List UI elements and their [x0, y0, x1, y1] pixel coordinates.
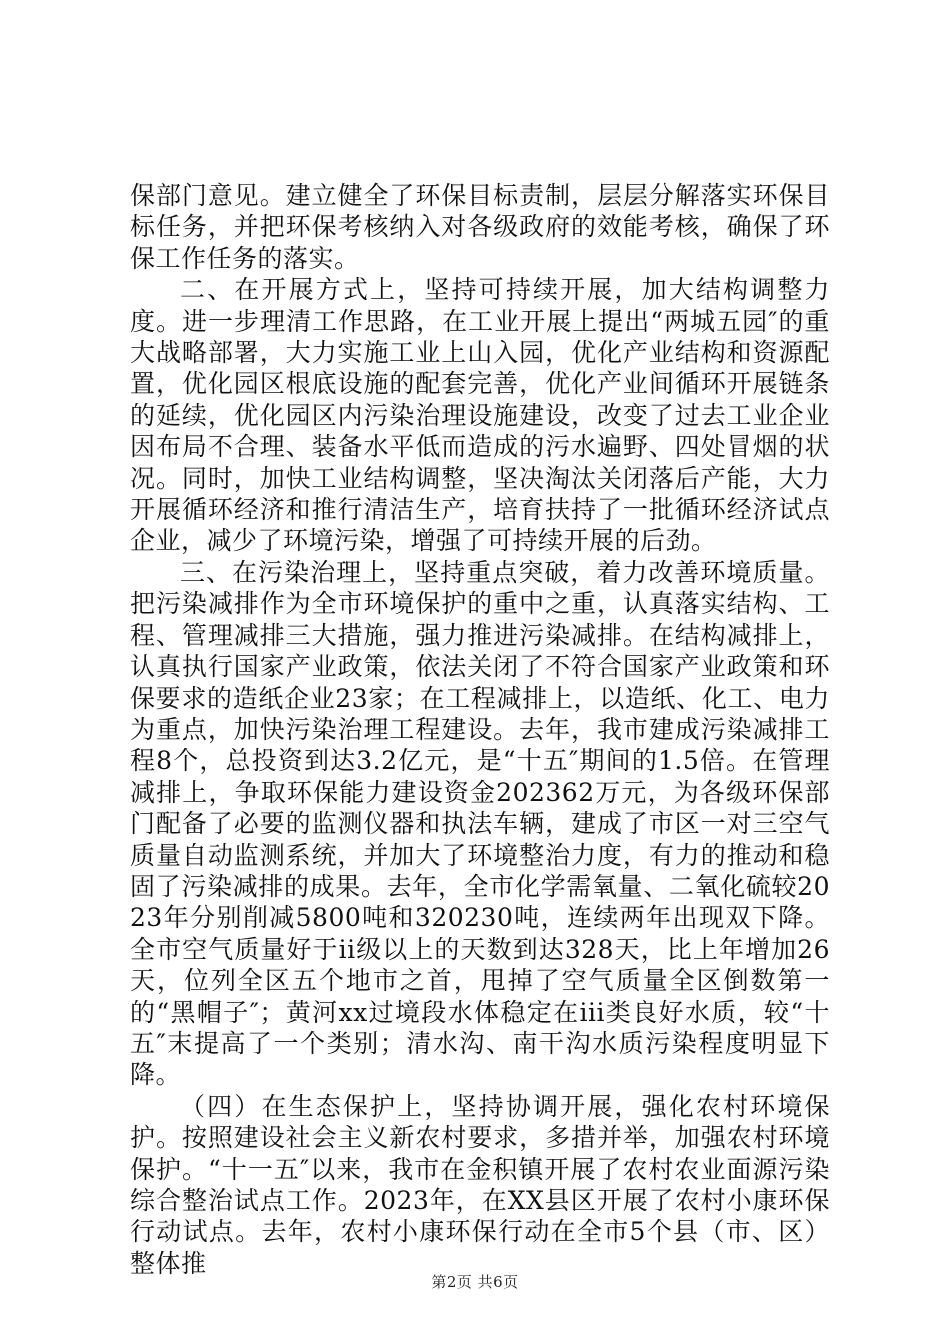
page-footer: 第2页 共6页	[431, 1273, 519, 1291]
document-body	[130, 180, 830, 1279]
paragraph-section-three: 三、在污染治理上，坚持重点突破，着力改善环境质量。把污染减排作为全市环境保护的重中之重，认真落实结构、工程、管理减排三大措施，强力推进污染减排。在结构减排上，认真执行国家产业政策，依法关闭了不符合国家产业政策和环保要求的造纸企业23家；在工程减排上，以造纸、化工、电力为重点，加快污染治理工程建设。去年，我市建成污染减排工程8个，总投资到达3.2亿元，是“十五″期间的1.5倍。在管理减排上，争取环保能力建设资金202362万元，为各级环保部门配备了必要的监测仪器和执法车辆，建成了市区一对三空气质量自动监测系统，并加大了环境整治力度，有力的推动和稳固了污染减排的成果。去年，全市化学需氧量、二氧化硫较2023年分别削减5800吨和320230吨，连续两年出现双下降。全市空气质量好于ii级以上的天数到达328天，比上年增加26天，位列全区五个地市之首，甩掉了空气质量全区倒数第一的“黑帽子″；黄河xx过境段水体稳定在iii类良好水质，较“十五″末提高了一个类别；清水沟、南干沟水质污染程度明显下降。	[130, 557, 830, 1090]
paragraph-section-four: （四）在生态保护上，坚持协调开展，强化农村环境保护。按照建设社会主义新农村要求，多措并举，加强农村环境保护。“十一五″以来，我市在金积镇开展了农村农业面源污染综合整治试点工作。2023年，在XX县区开展了农村小康环保行动试点。去年，农村小康环保行动在全市5个县（市、区）整体推	[130, 1091, 830, 1278]
paragraph-continuation: 保部门意见。建立健全了环保目标责制，层层分解落实环保目标任务，并把环保考核纳入对各级政府的效能考核，确保了环保工作任务的落实。	[130, 181, 830, 273]
paragraph-section-two: 二、在开展方式上，坚持可持续开展，加大结构调整力度。进一步理清工作思路，在工业开展上提出“两城五园″的重大战略部署，大力实施工业上山入园，优化产业结构和资源配置，优化园区根底设施的配套完善，优化产业间循环开展链条的延续，优化园区内污染治理设施建设，改变了过去工业企业因布局不合理、装备水平低而造成的污水遍野、四处冒烟的状况。同时，加快工业结构调整，坚决淘汰关闭落后产能，大力开展循环经济和推行清洁生产，培育扶持了一批循环经济试点企业，减少了环境污染，增强了可持续开展的后劲。	[130, 275, 830, 556]
